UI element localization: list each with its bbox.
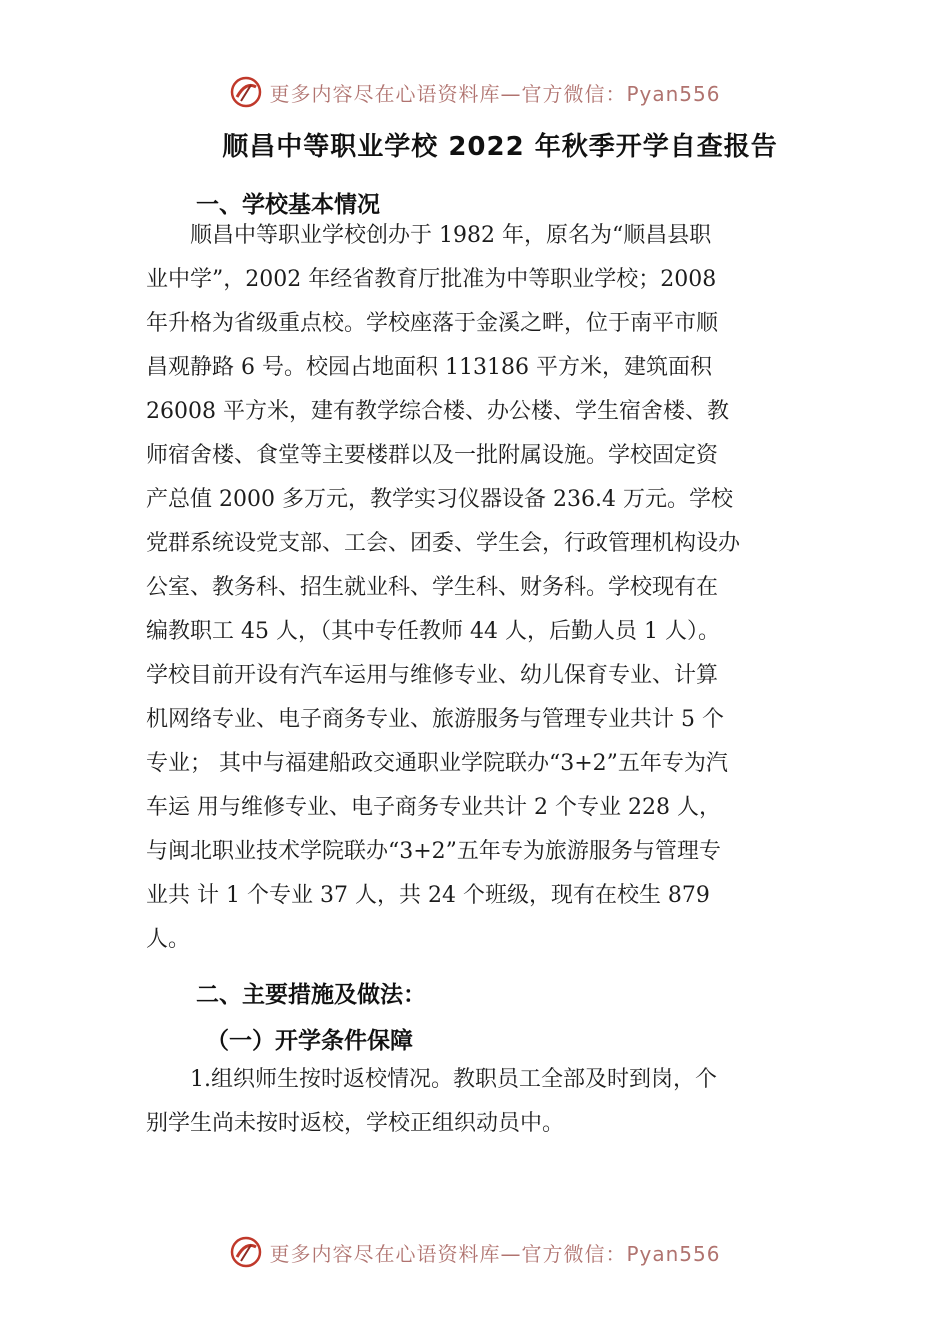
document-title: 顺昌中等职业学校 2022 年秋季开学自查报告: [222, 132, 778, 162]
watermark-text: 更多内容尽在心语资料库—官方微信：Pyan556: [269, 81, 721, 106]
watermark-header: [0, 72, 950, 112]
watermark-footer: [0, 1232, 950, 1272]
paragraph-line: 别学生尚未按时返校，学校正组织动员中。: [146, 1111, 565, 1136]
paragraph-line: 与闽北职业技术学院联办“3+2”五年专为旅游服务与管理专: [146, 839, 721, 864]
paragraph-line: 编教职工 45 人，（其中专任教师 44 人，后勤人员 1 人）。: [146, 619, 720, 644]
paragraph-line: 机网络专业、电子商务专业、旅游服务与管理专业共计 5 个: [146, 707, 724, 732]
paragraph-line: 学校目前开设有汽车运用与维修专业、幼儿保育专业、计算: [146, 663, 719, 688]
logo-icon: [229, 1235, 263, 1269]
logo-icon: [229, 75, 263, 109]
paragraph-line: 顺昌中等职业学校创办于 1982 年，原名为“顺昌县职: [146, 223, 712, 248]
paragraph-line: 公室、教务科、招生就业科、学生科、财务科。学校现有在: [146, 575, 719, 600]
paragraph-line: 1.组织师生按时返校情况。教职员工全部及时到岗，个: [146, 1067, 717, 1092]
section-heading-basic-info: 一、学校基本情况: [196, 192, 380, 218]
paragraph-line: 车运 用与维修专业、电子商务专业共计 2 个专业 228 人，: [146, 795, 721, 820]
section-heading-measures: 二、主要措施及做法：: [196, 982, 426, 1008]
paragraph-line: 业共 计 1 个专业 37 人，共 24 个班级，现有在校生 879: [146, 883, 710, 908]
paragraph-line: 师宿舍楼、食堂等主要楼群以及一批附属设施。学校固定资: [146, 443, 719, 468]
subsection-heading-conditions: （一）开学条件保障: [206, 1028, 413, 1054]
paragraph-line: 业中学”，2002 年经省教育厅批准为中等职业学校；2008: [146, 267, 717, 292]
watermark-text: 更多内容尽在心语资料库—官方微信：Pyan556: [269, 1241, 721, 1266]
subsection-conditions-paragraph: [146, 1058, 810, 1146]
paragraph-line: 昌观静路 6 号。校园占地面积 113186 平方米，建筑面积: [146, 355, 712, 380]
paragraph-line: 党群系统设党支部、工会、团委、学生会，行政管理机构设办: [146, 531, 741, 556]
paragraph-line: 人。: [146, 927, 191, 952]
paragraph-line: 26008 平方米，建有教学综合楼、办公楼、学生宿舍楼、教: [146, 399, 729, 424]
paragraph-line: 年升格为省级重点校。学校座落于金溪之畔，位于南平市顺: [146, 311, 719, 336]
section-basic-info-paragraph: [146, 214, 810, 962]
paragraph-line: 专业； 其中与福建船政交通职业学院联办“3+2”五年专为汽: [146, 751, 728, 776]
paragraph-line: 产总值 2000 多万元，教学实习仪器设备 236.4 万元。学校: [146, 487, 733, 512]
